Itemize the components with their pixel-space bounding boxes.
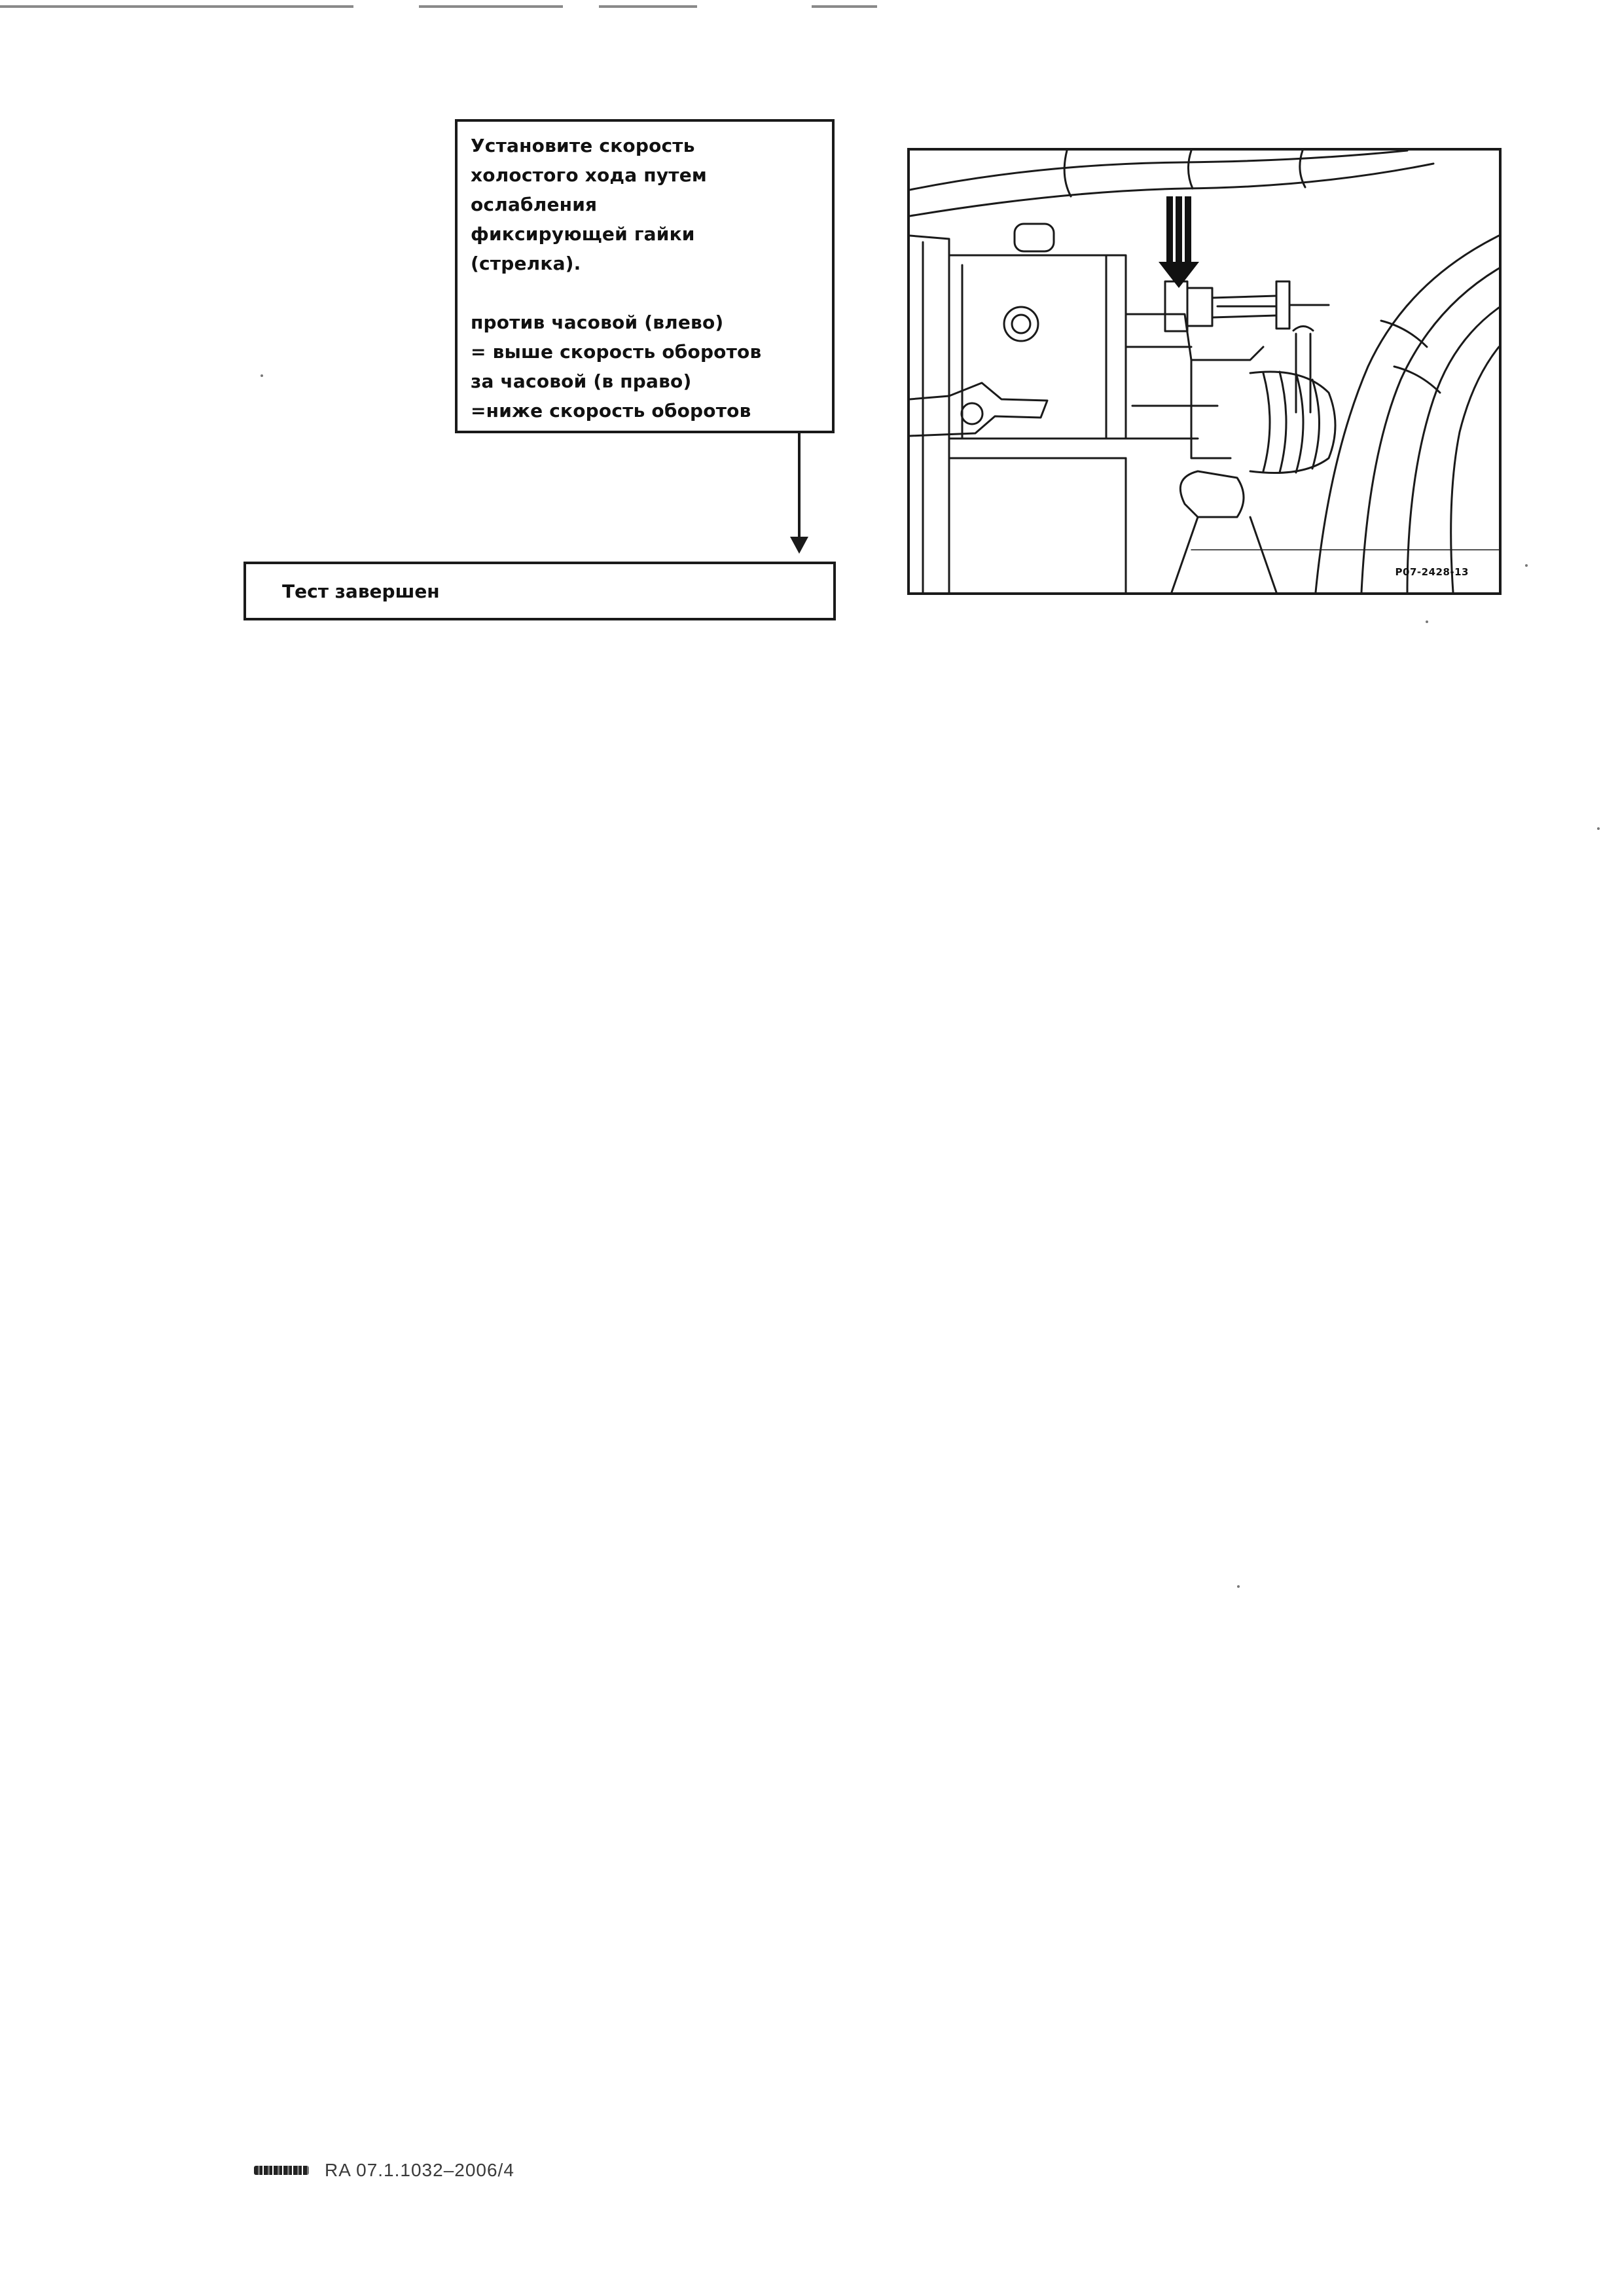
result-box [243, 562, 836, 620]
instruction-line: Установите скорость [471, 135, 695, 156]
manufacturer-logo [254, 2166, 309, 2175]
instruction-line: против часовой (влево) [471, 312, 724, 333]
instruction-line: =ниже скорость оборотов [471, 400, 751, 422]
scan-speck [1426, 620, 1428, 623]
page-footer [254, 2160, 514, 2181]
result-label: Тест завершен [282, 580, 440, 602]
top-scan-rule [812, 5, 877, 8]
scan-speck [1237, 1585, 1240, 1588]
scan-speck [1525, 564, 1528, 567]
document-reference: RA 07.1.1032–2006/4 [325, 2160, 514, 2180]
scan-speck [261, 374, 263, 377]
instruction-line: фиксирующей гайки [471, 223, 695, 245]
figure-code: P07-2428-13 [1395, 566, 1469, 578]
instruction-line: (стрелка). [471, 253, 581, 274]
instruction-line: холостого хода путем [471, 164, 707, 186]
instruction-line: = выше скорость оборотов [471, 341, 762, 363]
engine-illustration [907, 148, 1502, 595]
top-scan-rule [599, 5, 697, 8]
instruction-box [455, 119, 835, 433]
instruction-line: ослабления [471, 194, 598, 215]
top-scan-rule [0, 5, 353, 8]
top-scan-rule [419, 5, 563, 8]
instruction-line: за часовой (в право) [471, 370, 692, 392]
flow-connector-line [798, 433, 801, 538]
scan-speck [1597, 827, 1600, 830]
indicator-arrow-icon [910, 151, 1499, 592]
flow-arrow-icon [790, 537, 808, 554]
instruction-spacer [471, 278, 820, 308]
